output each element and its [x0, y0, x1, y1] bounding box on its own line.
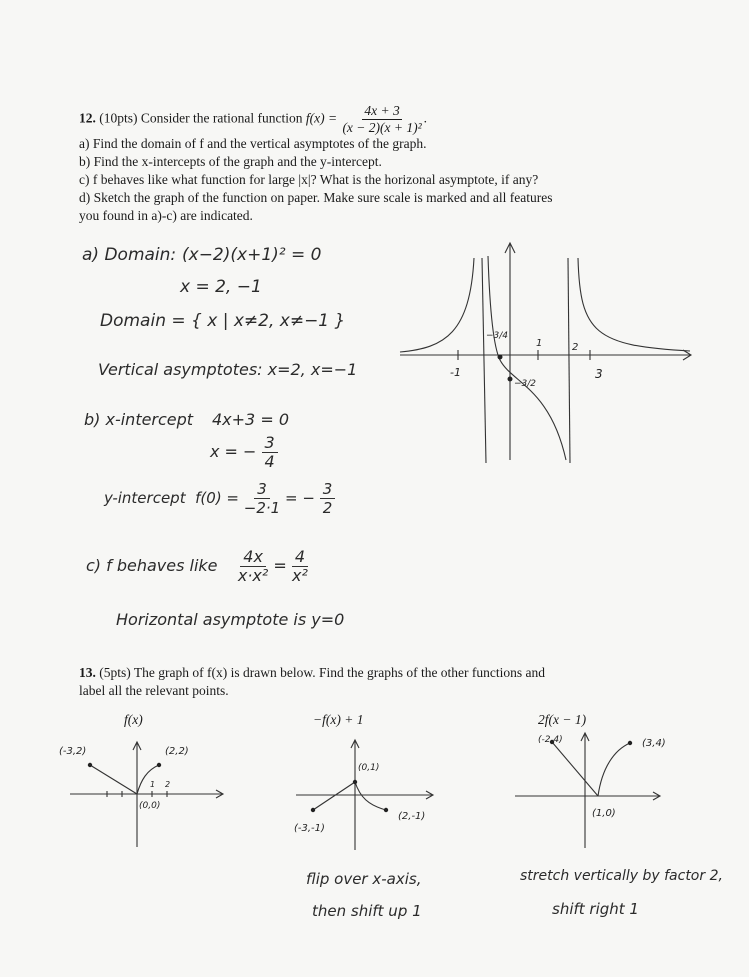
behaves-fraction: [238, 548, 268, 585]
answer-b-label: b) x-intercept: [84, 410, 194, 429]
frac-den: x²: [292, 566, 308, 585]
x-intercept-label: −3/4: [486, 331, 509, 341]
part-c: c) f behaves like what function for large |x|? What is the horizonal asymptote, if any?: [79, 172, 539, 187]
problem-number: 13.: [79, 665, 96, 680]
frac-den: 4: [264, 452, 275, 471]
graph-title-neg-f-plus-1: −f(x) + 1: [313, 712, 364, 727]
graph-title-2f-shift: 2f(x − 1): [538, 712, 587, 727]
frac-den: 2: [322, 499, 333, 517]
problem-13-text: The graph of f(x) is drawn below. Find the graphs of the other functions and: [133, 665, 546, 680]
point-label-1-0: (1,0): [592, 808, 616, 819]
y-intercept-label: y-intercept: [104, 489, 186, 507]
answer-a-equation: (x−2)(x+1)² = 0: [182, 245, 322, 265]
segment-left: [313, 782, 355, 810]
tick-label-1: 1: [536, 338, 543, 349]
tick-label-minus-1: -1: [450, 366, 461, 379]
x-intercept-point: [498, 355, 503, 360]
part-b: b) Find the x-intercepts of the graph and the y-intercept.: [79, 154, 382, 169]
problem-13-line2: label all the relevant points.: [79, 683, 229, 698]
problem-intro: Consider the rational function: [140, 110, 303, 126]
answer-b-x-intercept: [210, 434, 278, 471]
y-intercept-point: [508, 377, 513, 382]
graph-neg-f-plus-1: [288, 735, 448, 855]
frac-num: 3: [254, 480, 270, 499]
problem-points: (5pts): [99, 665, 131, 680]
period: .: [423, 110, 428, 126]
problem-12-statement: [79, 103, 427, 136]
part-a: a) Find the domain of f and the vertical asymptotes of the graph.: [79, 136, 427, 151]
behaves-result: [292, 548, 308, 585]
behaves-like-label: c) f behaves like: [86, 556, 218, 575]
graph-title-f: f(x): [124, 712, 143, 727]
point-label-2-minus1: (2,-1): [398, 811, 426, 822]
point-label-0-1: (0,1): [358, 763, 380, 773]
point-label-minus2-4: (-2,4): [538, 735, 563, 745]
y-intercept-label: −3/2: [514, 379, 537, 389]
point-label-3-4: (3,4): [642, 738, 666, 749]
equals-minus: = −: [285, 489, 315, 507]
point-label-origin: (0,0): [139, 801, 161, 811]
graph2-note-line1: flip over x-axis,: [306, 870, 422, 888]
x-equals: x = −: [210, 442, 257, 461]
point-label-minus3-minus1: (-3,-1): [294, 823, 325, 834]
equals: =: [273, 556, 287, 575]
function-label: f(x) =: [305, 110, 338, 126]
answer-a-domain: Domain = { x | x≠2, x≠−1 }: [100, 311, 346, 331]
curve-right-branch: [578, 258, 690, 351]
graph-f: [55, 732, 235, 852]
vertical-asymptote-left: [482, 258, 486, 463]
point-label-minus3-2: (-3,2): [59, 746, 87, 757]
frac-num: 4: [292, 548, 308, 567]
graph3-note-line2: shift right 1: [552, 900, 639, 918]
frac-num: 3: [262, 434, 278, 453]
graph3-note-line1: stretch vertically by factor 2,: [520, 868, 723, 884]
rational-function: [340, 103, 423, 136]
tick-label-1: 1: [150, 780, 156, 789]
x-intercept-fraction: [262, 434, 278, 471]
graph-2f-shift: [510, 728, 670, 853]
frac-num: 3: [320, 480, 336, 499]
part-d-line2: you found in a)-c) are indicated.: [79, 208, 253, 223]
tick-label-3: 3: [595, 367, 603, 381]
rational-function-graph: [390, 238, 700, 468]
frac-num: 4x: [240, 548, 266, 567]
y-intercept-fraction: [244, 480, 280, 517]
tick-label-2: 2: [165, 780, 171, 789]
answer-a-label: a) Domain:: [82, 245, 177, 265]
curve-right: [355, 782, 386, 810]
problem-13-line1: [79, 664, 545, 682]
vertical-asymptote-right: [568, 258, 570, 463]
answer-a-vertical-asymptotes: Vertical asymptotes: x=2, x=−1: [98, 360, 358, 379]
function-numerator: 4x + 3: [364, 103, 400, 118]
frac-den: −2·1: [243, 499, 281, 517]
f-zero: f(0) =: [195, 489, 240, 507]
curve-left-branch: [400, 258, 474, 352]
tick-label-2: 2: [572, 342, 579, 353]
function-denominator: (x − 2)(x + 1)²: [342, 120, 422, 135]
graph2-note-line2: then shift up 1: [312, 902, 422, 920]
curve-right: [598, 743, 630, 796]
answer-c-horizontal-asymptote: Horizontal asymptote is y=0: [116, 610, 345, 629]
segment-left: [552, 742, 598, 796]
answer-b-equation: 4x+3 = 0: [212, 410, 289, 429]
frac-den: x·x²: [237, 566, 269, 585]
answer-c: [86, 548, 308, 585]
problem-number: 12.: [79, 110, 96, 126]
segment-left: [90, 765, 137, 794]
point-label-2-2: (2,2): [165, 746, 189, 757]
y-intercept-result: [320, 480, 336, 517]
problem-points: (10pts): [99, 110, 138, 126]
answer-b-y-intercept: [104, 480, 335, 517]
curve-right: [137, 765, 159, 794]
answer-a-roots: x = 2, −1: [180, 277, 262, 297]
part-d-line1: d) Sketch the graph of the function on paper. Make sure scale is marked and all features: [79, 190, 553, 205]
